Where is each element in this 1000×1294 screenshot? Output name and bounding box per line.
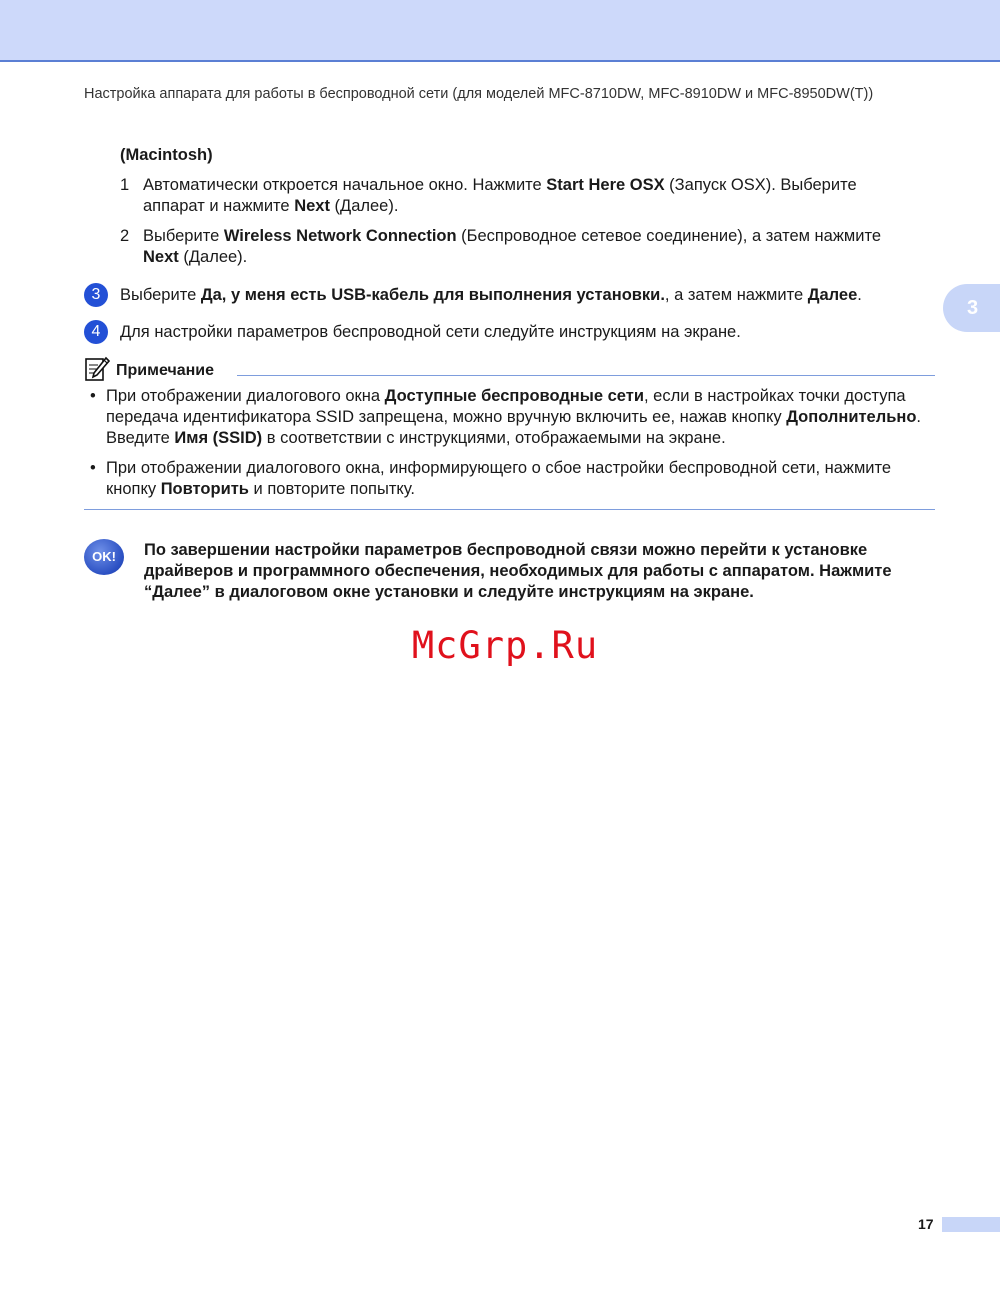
page-number-bar (942, 1217, 1000, 1232)
note-bullet-2 (90, 458, 940, 500)
bullet-dot: • (90, 387, 96, 405)
step-number-badge: 3 (84, 283, 108, 307)
ok-message: По завершении настройки параметров беспроводной связи можно перейти к установке драйверов и программного обеспечения, необходимых для работы с аппаратом. Нажмите “Далее” в диалоговом окне установки и следуйте инструкциям на экране. (144, 541, 892, 601)
chapter-tab (943, 284, 1000, 332)
note-pencil-icon (84, 356, 110, 382)
step-number-badge: 4 (84, 320, 108, 344)
step-text: Выберите Да, у меня есть USB-кабель для выполнения установки., а затем нажмите Далее. (120, 286, 862, 304)
note-top-rule (237, 375, 935, 376)
macintosh-heading: (Macintosh) (120, 146, 213, 164)
bullet-text: При отображении диалогового окна, информирующего о сбое настройки беспроводной сети, нажмите кнопку Повторить и повторите попытку. (106, 459, 892, 498)
running-header: Настройка аппарата для работы в беспроводной сети (для моделей MFC-8710DW, MFC-8910DW и MFC-8950DW(T)) (84, 86, 874, 102)
top-header-band (0, 0, 1000, 62)
substep-number: 1 (120, 176, 130, 194)
chapter-number: 3 (966, 296, 979, 319)
substep-1 (120, 175, 920, 217)
note-title: Примечание (116, 362, 215, 379)
watermark: McGrp.Ru (411, 624, 599, 667)
note-header (84, 356, 935, 382)
substep-text: Автоматически откроется начальное окно. Нажмите Start Here OSX (Запуск OSX). Выберите аппарат и нажмите Next (Далее). (143, 176, 857, 215)
substep-2 (120, 226, 920, 268)
step-3 (84, 285, 944, 306)
step-text: Для настройки параметров беспроводной сети следуйте инструкциям на экране. (120, 323, 741, 341)
substep-text: Выберите Wireless Network Connection (Беспроводное сетевое соединение), а затем нажмите Next (Далее). (143, 227, 881, 266)
ok-badge-icon: OK! (84, 539, 124, 575)
step-4 (84, 322, 944, 343)
note-bottom-rule (84, 509, 935, 510)
bullet-dot: • (90, 459, 96, 477)
substep-number: 2 (120, 227, 130, 245)
note-bullet-1 (90, 386, 940, 449)
page-number: 17 (918, 1216, 934, 1232)
bullet-text: При отображении диалогового окна Доступные беспроводные сети, если в настройках точки доступа передача идентификатора SSID запрещена, можно вручную включить ее, нажав кнопку Дополнительно. Введите Имя (SSID) в соответствии с инструкциями, отображаемыми на экране. (106, 387, 921, 447)
